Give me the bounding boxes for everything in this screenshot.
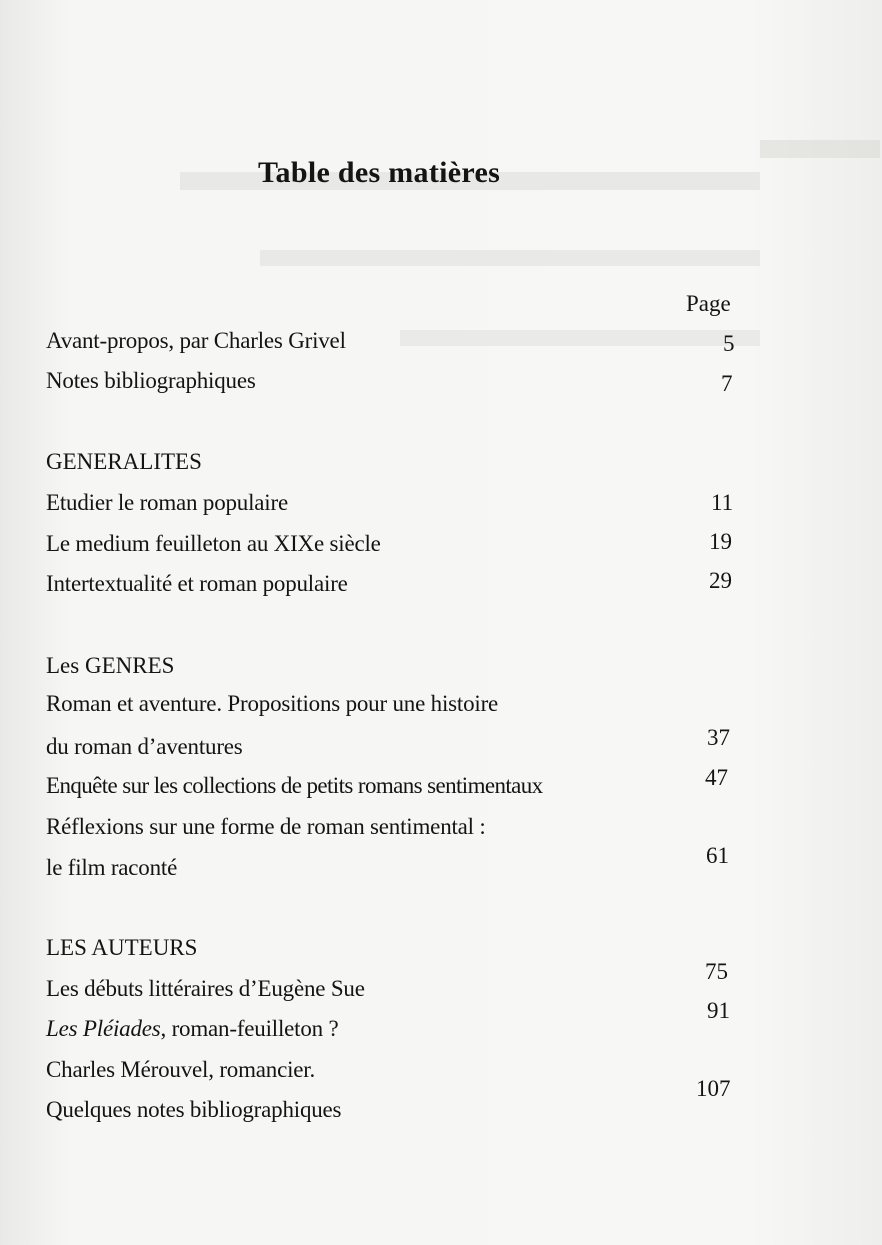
bleed-through-shadow [760,140,880,158]
title-suffix: , roman-feuilleton ? [160,1016,339,1041]
toc-title: Table des matières [258,156,501,189]
toc-entry-pleiades [46,1016,339,1042]
toc-page-number: 107 [696,1076,731,1101]
toc-entry: Le medium feuilleton au XIXe siècle [46,531,381,556]
italic-title: Les Pléiades [46,1016,161,1041]
toc-page-number: 5 [723,331,735,356]
toc-entry: Intertextualité et roman populaire [46,571,348,596]
toc-entry-continued: Quelques notes bibliographiques [46,1097,342,1122]
bleed-through-shadow [400,330,760,346]
toc-page-number: 7 [721,371,733,396]
toc-entry-continued: du roman d’aventures [46,734,243,759]
bleed-through-shadow [260,250,760,266]
toc-entry-continued: le film raconté [46,855,178,880]
toc-entry-notes: Notes bibliographiques [46,368,256,393]
toc-page-number: 11 [711,490,734,515]
toc-entry: Roman et aventure. Propositions pour une histoire [46,691,499,716]
toc-page-number: 61 [706,843,729,868]
toc-entry: Réflexions sur une forme de roman sentimental : [46,814,486,839]
section-heading-auteurs: LES AUTEURS [46,935,198,960]
section-heading-generalites: GENERALITES [46,449,202,474]
toc-page-number: 29 [709,568,732,593]
page-column-header: Page [686,291,731,316]
toc-page-number: 37 [707,725,730,750]
toc-entry: Etudier le roman populaire [46,490,288,515]
toc-page-number: 91 [707,998,730,1023]
toc-page-number: 75 [705,959,728,984]
toc-page-number: 47 [705,765,728,790]
section-heading-genres: Les GENRES [46,653,175,678]
toc-page-number: 19 [709,529,732,554]
toc-entry: Enquête sur les collections de petits romans sentimentaux [46,773,543,798]
toc-entry: Charles Mérouvel, romancier. [46,1057,316,1082]
toc-entry: Les débuts littéraires d’Eugène Sue [46,976,365,1001]
toc-entry-avant-propos: Avant-propos, par Charles Grivel [46,328,346,353]
